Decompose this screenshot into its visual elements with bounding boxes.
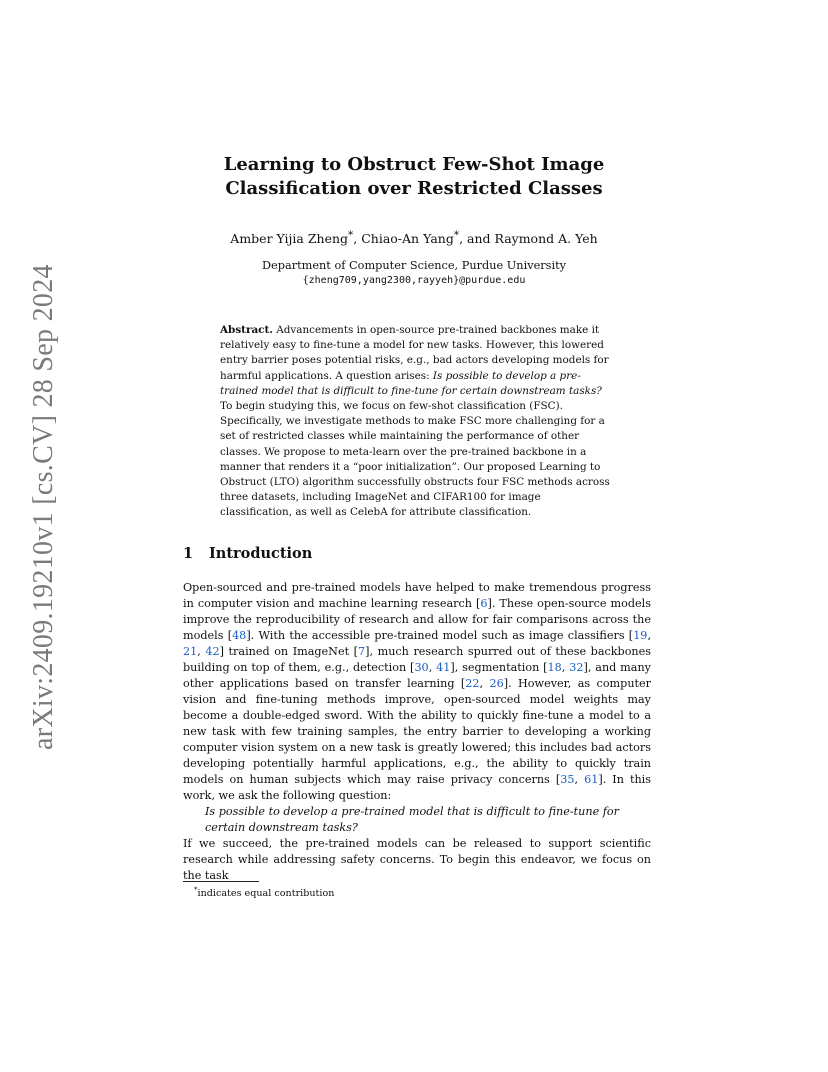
introduction-body [183,580,651,884]
citation-link[interactable]: 18 [547,661,562,674]
citation-link[interactable]: 26 [489,677,504,690]
citation-link[interactable]: 6 [480,597,488,610]
citation-link[interactable]: 61 [584,773,599,786]
citation-link[interactable]: 41 [436,661,451,674]
intro-text: ], and many other applications based on transfer learning [ [183,661,651,690]
footnote [194,886,334,899]
intro-paragraph-continued: If we succeed, the pre-trained models can be released to support scientific research while addressing safety concerns. To begin this endeavor, we focus on the task [183,837,651,882]
abstract-label: Abstract. [220,324,273,336]
department: Department of Computer Science, Purdue University [261,259,566,272]
author-3: and Raymond A. Yeh [467,231,598,247]
abstract [220,323,612,521]
intro-text: ] trained on ImageNet [ [219,645,358,658]
equal-contribution-mark: * [453,229,460,241]
intro-text: ], segmentation [ [450,661,548,674]
intro-paragraph: Open-sourced and pre-trained models have helped to make tremendous progress in computer vision and machine learning research [6]. These open-source models improve the reproducibility of research and allow for fair comparisons across the models [48]. With the accessible pre-trained model such as image classifiers [19, 21, 42] trained on ImageNet [7], much research spurred out of these backbones building on top of them, e.g., detection [30, 41], segmentation [18, 32], and many other applications based on transfer learning [22, 26]. However, as computer vision and fine-tuning methods improve, open-sourced model weights may become a double-edged sword. With the ability to quickly fine-tune a model to a new task with few training samples, the entry barrier to developing a working computer vision system on a new task is greatly lowered; this includes bad actors developing potentially harmful applications, e.g., the ability to quickly train models on human subjects which may raise privacy concerns [35, 61]. In this work, we ask the following question: [183,581,651,802]
section-title-text: Introduction [209,545,313,562]
section-number: 1 [183,545,194,562]
intro-text: ]. In this work, we ask the following question: [183,773,651,802]
citation-link[interactable]: 35 [560,773,575,786]
intro-text: ]. However, as computer vision and fine-tuning methods improve, open-sourced model weights may become a double-edged sword. With the ability to quickly fine-tune a model to a new task with few training samples, the entry barrier to developing a working computer vision system on a new task is greatly lowered; this includes bad actors developing potentially harmful applications, e.g., the ability to quickly train models on human subjects which may raise privacy concerns [ [183,677,651,786]
citation-link[interactable]: 42 [205,645,220,658]
footnote-mark: * [194,886,198,894]
affiliation [150,258,678,288]
section-heading [183,545,312,562]
citation-link[interactable]: 48 [232,629,247,642]
intro-text: ]. These open-source models improve the reproducibility of research and allow for fair comparisons across the models [ [183,597,651,642]
paper-title [150,153,678,201]
arxiv-identifier: arXiv:2409.19210v1 [cs.CV] 28 Sep 2024 [28,264,59,750]
title-line-2: Classification over Restricted Classes [225,178,603,199]
citation-link[interactable]: 22 [465,677,480,690]
citation-link[interactable]: 32 [569,661,584,674]
abstract-text-1: Advancements in open-source pre-trained backbones make it relatively easy to fine-tune a model for new tasks. However, this lowered entry barrier poses potential risks, e.g., bad actors developing models for harmful applications. A question arises: [220,324,609,382]
footnote-divider [183,881,259,882]
equal-contribution-mark: * [348,229,354,241]
author-2: Chiao-An Yang [361,231,454,247]
author-1: Amber Yijia Zheng [230,231,349,247]
citation-link[interactable]: 30 [414,661,429,674]
citation-link[interactable]: 21 [183,645,198,658]
abstract-text-2: To begin studying this, we focus on few-shot classification (FSC). Specifically, we investigate methods to make FSC more challenging for a set of restricted classes while maintaining the performance of other classes. We propose to meta-learn over the pre-trained backbone in a manner that renders it a “poor initialization”. Our proposed Learning to Obstruct (LTO) algorithm successfully obstructs four FSC methods across three datasets, including ImageNet and CIFAR100 for image classification, as well as CelebA for attribute classification. [220,400,610,519]
author-list: Amber Yijia Zheng*, Chiao-An Yang*, and Raymond A. Yeh [230,229,598,247]
citation-link[interactable]: 7 [358,645,366,658]
abstract-question: Is possible to develop a pre-trained model that is difficult to fine-tune for certain downstream tasks? [220,369,602,397]
intro-text: ], much research spurred out of these backbones building on top of them, e.g., detection [ [183,645,651,674]
research-question: Is possible to develop a pre-trained model that is difficult to fine-tune for certain downstream tasks? [205,805,619,834]
title-line-1: Learning to Obstruct Few-Shot Image [223,154,605,175]
author-emails: {zheng709,yang2300,rayyeh}@purdue.edu [302,275,526,286]
intro-text: ]. With the accessible pre-trained model such as image classifiers [ [246,629,634,642]
citation-link[interactable]: 19 [633,629,648,642]
footnote-text: indicates equal contribution [197,888,335,900]
intro-text: Open-sourced and pre-trained models have helped to make tremendous progress in computer vision and machine learning research [ [183,581,651,610]
